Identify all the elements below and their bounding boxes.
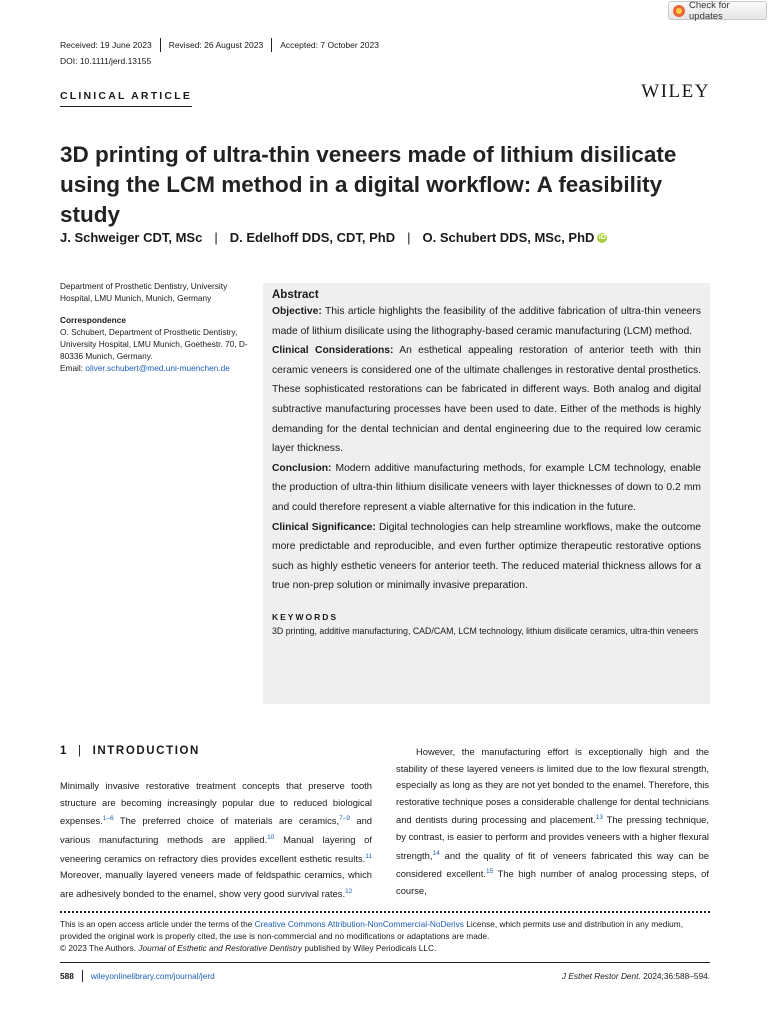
abstract-box [263,283,710,704]
doi: DOI: 10.1111/jerd.13155 [60,56,152,66]
conclusion-label: Conclusion: [272,462,332,474]
conclusion-text: Modern additive manufacturing methods, for example LCM technology, enable the production of ultra-thin lithium disilicate veneers with layer thicknesses of down to 0.2 mm and could therefore represent a viable alternative for this indication in the future. [272,462,701,513]
accepted-date: Accepted: 7 October 2023 [280,40,379,50]
abstract-conclusion [272,459,701,518]
author-list [60,230,607,245]
email-label: Email: [60,363,86,373]
intro-paragraph-left [60,778,372,903]
text-run: The pressing technique, by contrast, is easier to perform and provides veneers with a higher flexural strength, [396,814,710,861]
page-number: 588 [60,971,74,981]
citation-link[interactable]: 7–9 [339,815,350,823]
section-heading-introduction [60,745,200,757]
footer-separator [82,970,83,982]
article-history [60,39,379,51]
orcid-icon[interactable]: iD [598,233,606,241]
citation-link[interactable]: 15 [486,868,494,876]
journal-citation [562,971,710,981]
check-for-updates-button[interactable] [668,1,767,20]
citation-link[interactable]: 14 [432,849,440,857]
license-notice [60,918,710,954]
license-link[interactable]: Creative Commons Attribution-NonCommercial-NoDerivs [254,919,464,929]
text-run: and the quality of fit of veneers fabricated this way can be considered excellent. [396,849,709,880]
significance-text: Digital technologies can help streamline workflows, make the outcome more predictable and reproducible, and even further optimize therapeutic restorative options such as highly esthetic veneers for anterior teeth. The reduced material thickness allows for a true non-prep solution or minimally invasive preparation. [272,521,701,592]
section-number: 1 [60,745,68,757]
text-run: This is an open access article under the terms of the [60,919,255,929]
correspondence-heading: Correspondence [60,315,126,325]
abstract-objective [272,302,701,341]
text-run: published by Wiley Periodicals LLC. [302,943,437,953]
correspondence-email [60,362,252,374]
citation-link[interactable]: 1–6 [102,815,114,823]
section-title: INTRODUCTION [92,745,200,757]
text-run: Minimally invasive restorative treatment concepts that preserve tooth structure are becoming increasingly popular due to reduced biological expenses. [60,780,372,827]
check-for-updates-label: Check for updates [689,0,730,22]
keywords-heading: KEYWORDS [272,611,339,622]
author-name: D. Edelhoff DDS, CDT, PhD [229,230,396,245]
author-separator: | [407,230,411,245]
objective-text: This article highlights the feasibility of the additive fabrication of ultra-thin veneers made of lithium disilicate using the lithography-based ceramic manufacturing (LCM) method. [272,306,701,337]
meta-divider [160,38,161,52]
text-run: The preferred choice of materials are ceramics, [113,815,340,827]
author-name: J. Schweiger CDT, MSc [60,230,203,245]
copyright-line [60,942,710,954]
license-text [60,918,710,942]
license-divider [60,911,710,913]
text-run: Manual layering of veneering ceramics on refractory dies provides excellent esthetic results. [60,834,372,864]
affiliation-block [60,280,252,374]
text-run: However, the manufacturing effort is exceptionally high and the stability of these layered veneers is limited due to the low flexural strength, especially as long as they are not yet bonded to the enamel. Therefore, this restorative technique poses a considerable challenge for dental technicians and dentists during processing and placement. [396,746,709,826]
text-run: © 2023 The Authors. [60,943,139,953]
citation-journal: J Esthet Restor Dent. [561,971,641,981]
text-run: The high number of analog processing steps, of course, [396,868,709,897]
revised-date: Revised: 26 August 2023 [168,40,264,50]
text-run: License, which permits use and distribution in any medium, provided the original work is properly cited, the use is non-commercial and no modifications or adaptations are made. [60,919,684,941]
article-type: CLINICAL ARTICLE [60,90,192,107]
article-title: 3D printing of ultra-thin veneers made of lithium disilicate using the LCM method in a digital workflow: A feasibility study [60,142,677,227]
journal-name: Journal of Esthetic and Restorative Dentistry [138,943,303,953]
abstract-heading: Abstract [272,289,319,301]
objective-label: Objective: [272,306,322,317]
citation-link[interactable]: 12 [345,887,353,895]
significance-label: Clinical Significance: [272,521,376,533]
page-footer [60,970,710,982]
citation-link[interactable]: 11 [365,852,372,860]
correspondence-address: O. Schubert, Department of Prosthetic Dentistry, University Hospital, LMU Munich, Goethestr. 70, D-80336 Munich, Germany. [60,327,248,361]
footer-divider [60,962,710,963]
crossmark-icon [673,5,685,17]
clinical-text: An esthetical appealing restoration of anterior teeth with thin ceramic veneers is considered one of the ultimate challenges in restorative dental prosthetics. These sophisticated restorations can be fabricated in different ways. Both analog and digital subtractive manufacturing processes have been used to date. Either of the methods is highly demanding for the dental technician and dental engineering due to the required low ceramic layer thickness. [272,345,701,455]
affiliation: Department of Prosthetic Dentistry, University Hospital, LMU Munich, Munich, Germany [60,281,228,303]
journal-url-link[interactable]: wileyonlinelibrary.com/journal/jerd [90,971,215,981]
received-date: Received: 19 June 2023 [60,40,152,50]
text-run: Moreover, manually layered veneers made of feldspathic ceramics, which are adhesively bonded to the enamel, show very good survival rates. [60,869,372,900]
keywords: 3D printing, additive manufacturing, CAD/CAM, LCM technology, lithium disilicate ceramics, ultra-thin veneers [272,625,699,636]
intro-paragraph-right [396,744,709,900]
abstract-clinical-significance [272,518,701,596]
clinical-label: Clinical Considerations: [272,345,394,357]
abstract-clinical-considerations [272,341,701,459]
publisher-logo: WILEY [641,81,710,102]
author-name: O. Schubert DDS, MSc, PhD [422,230,595,245]
citation-link[interactable]: 10 [267,833,275,841]
meta-divider [271,38,272,52]
citation-volume: 2024;36:588–594. [640,971,710,981]
email-link[interactable]: oliver.schubert@med.uni-muenchen.de [85,363,230,373]
citation-link[interactable]: 13 [595,814,603,822]
text-run: and various manufacturing methods are applied. [60,815,373,846]
section-separator: | [78,745,83,757]
author-separator: | [214,230,218,245]
